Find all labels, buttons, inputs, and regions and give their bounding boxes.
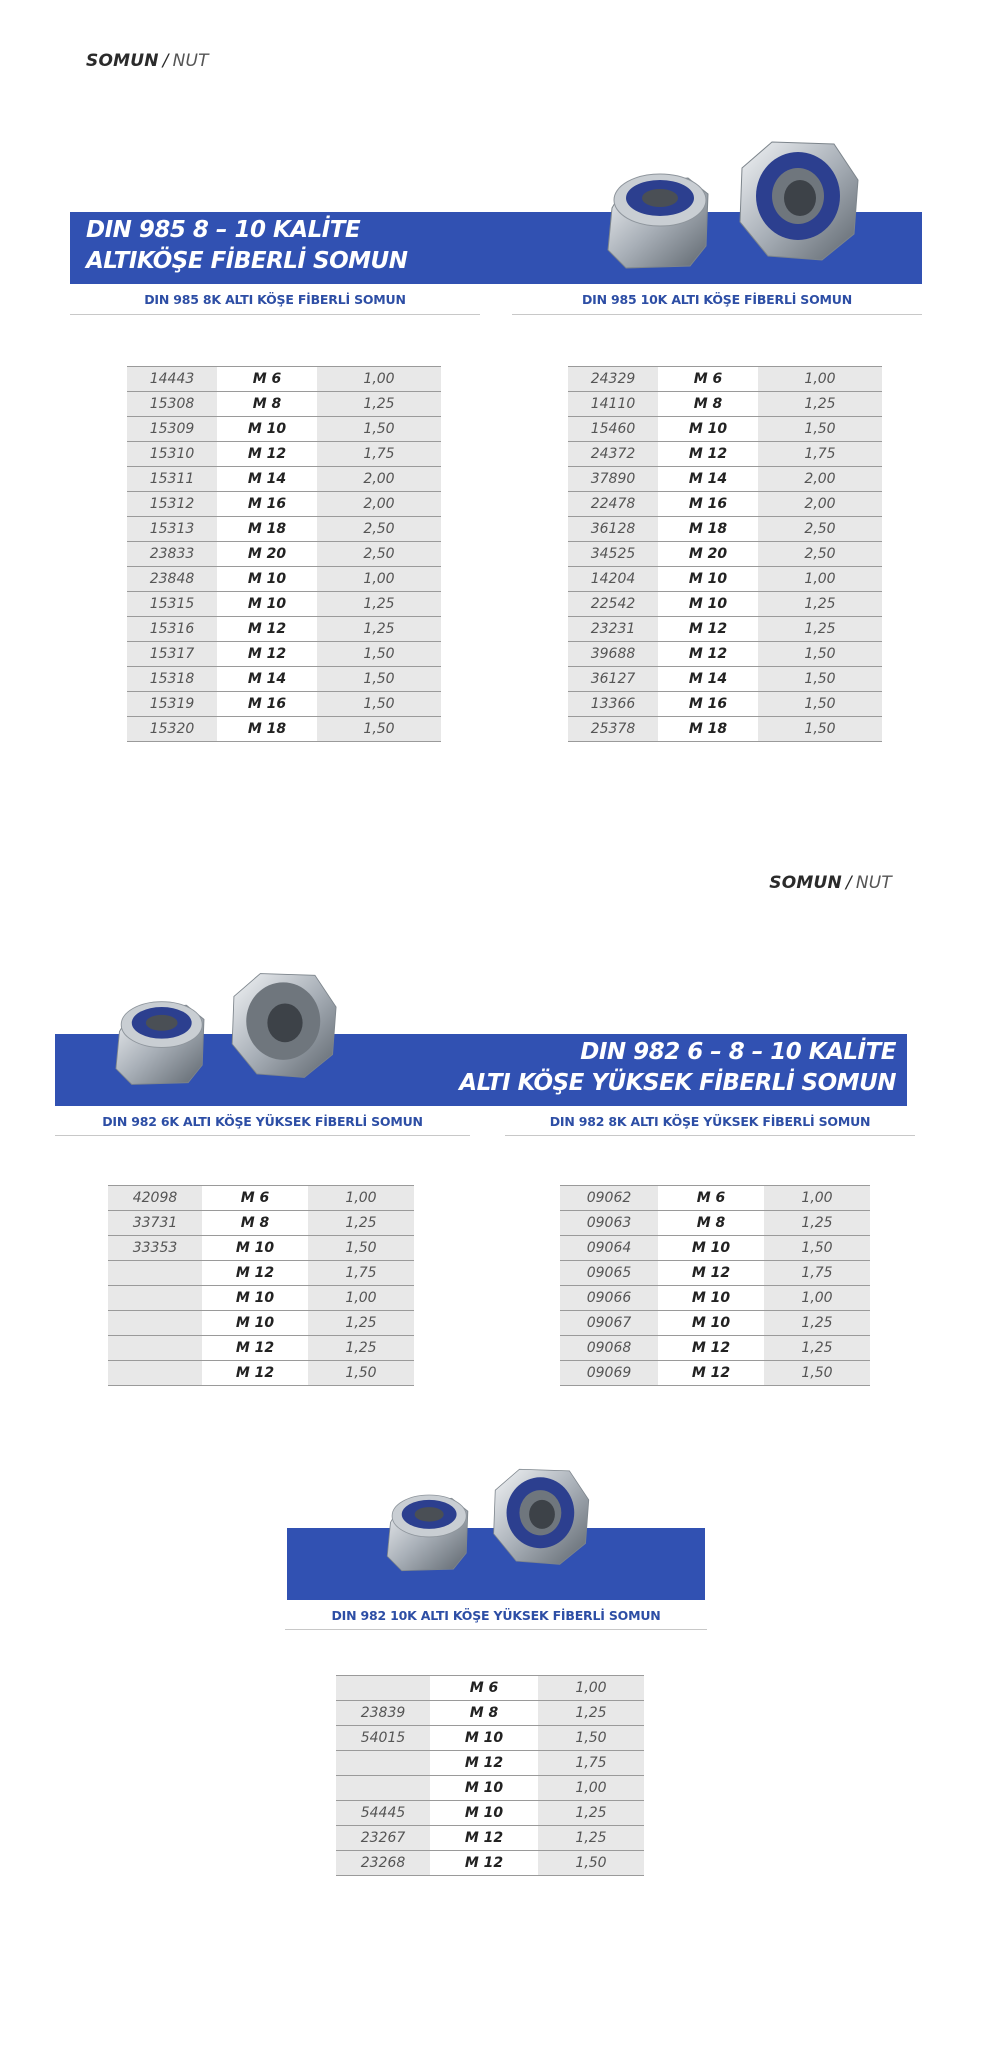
product-code <box>108 1311 202 1336</box>
table-row <box>127 492 441 517</box>
product-code: 09068 <box>560 1336 658 1361</box>
product-code: 15308 <box>127 392 217 417</box>
table-row <box>560 1336 870 1361</box>
thread-size: M 10 <box>658 1286 764 1311</box>
section3-rule <box>285 1629 707 1630</box>
thread-pitch: 2,00 <box>758 492 882 517</box>
thread-size: M 12 <box>202 1336 308 1361</box>
table-row <box>127 717 441 742</box>
product-code: 14110 <box>568 392 658 417</box>
product-code: 25378 <box>568 717 658 742</box>
product-code: 09069 <box>560 1361 658 1386</box>
product-code: 37890 <box>568 467 658 492</box>
product-code: 15309 <box>127 417 217 442</box>
thread-size: M 12 <box>658 1361 764 1386</box>
section1-title-line2: ALTIKÖŞE FİBERLİ SOMUN <box>86 248 408 274</box>
table-row <box>560 1361 870 1386</box>
nut-icon-2 <box>110 970 342 1088</box>
thread-pitch: 1,25 <box>764 1336 870 1361</box>
thread-size: M 8 <box>217 392 317 417</box>
table-row <box>568 692 882 717</box>
product-code: 23833 <box>127 542 217 567</box>
table-row <box>568 567 882 592</box>
thread-pitch: 2,00 <box>317 492 441 517</box>
product-code: 23839 <box>336 1701 430 1726</box>
thread-size: M 14 <box>658 667 758 692</box>
table-row <box>560 1261 870 1286</box>
product-code: 23267 <box>336 1826 430 1851</box>
product-code: 15315 <box>127 592 217 617</box>
product-code: 15460 <box>568 417 658 442</box>
thread-size: M 10 <box>217 567 317 592</box>
section2-title-line2: ALTI KÖŞE YÜKSEK FİBERLİ SOMUN <box>459 1070 896 1096</box>
product-code: 24329 <box>568 367 658 392</box>
product-code: 33731 <box>108 1211 202 1236</box>
product-code: 14443 <box>127 367 217 392</box>
thread-size: M 12 <box>430 1751 538 1776</box>
thread-size: M 10 <box>430 1801 538 1826</box>
thread-size: M 10 <box>202 1286 308 1311</box>
thread-size: M 10 <box>658 567 758 592</box>
table-row <box>127 417 441 442</box>
section1-left-subtitle: DIN 985 8K ALTI KÖŞE FİBERLİ SOMUN <box>144 292 406 307</box>
product-code: 14204 <box>568 567 658 592</box>
section2-title-line1: DIN 982 6 – 8 – 10 KALİTE <box>580 1039 896 1065</box>
thread-size: M 12 <box>658 1336 764 1361</box>
thread-pitch: 1,25 <box>317 392 441 417</box>
thread-pitch: 1,25 <box>758 617 882 642</box>
product-code: 15316 <box>127 617 217 642</box>
nut-icon-3 <box>382 1466 594 1574</box>
thread-size: M 12 <box>430 1826 538 1851</box>
table-row <box>568 417 882 442</box>
section1-left-rule <box>70 314 480 315</box>
thread-size: M 10 <box>658 417 758 442</box>
header-bold: SOMUN <box>86 51 159 71</box>
section3-table <box>336 1675 644 1876</box>
thread-pitch: 1,50 <box>317 642 441 667</box>
product-code: 09063 <box>560 1211 658 1236</box>
table-row <box>560 1236 870 1261</box>
table-row <box>568 717 882 742</box>
thread-size: M 10 <box>658 1311 764 1336</box>
thread-pitch: 1,50 <box>758 642 882 667</box>
table-row <box>336 1826 644 1851</box>
thread-pitch: 1,25 <box>308 1336 414 1361</box>
section1-right-table <box>568 366 882 742</box>
thread-pitch: 1,00 <box>764 1186 870 1211</box>
product-code: 36128 <box>568 517 658 542</box>
thread-pitch: 1,50 <box>308 1236 414 1261</box>
product-code: 34525 <box>568 542 658 567</box>
thread-pitch: 2,50 <box>758 517 882 542</box>
table-row <box>568 392 882 417</box>
product-code <box>336 1751 430 1776</box>
product-code: 33353 <box>108 1236 202 1261</box>
thread-size: M 20 <box>217 542 317 567</box>
thread-pitch: 1,00 <box>764 1286 870 1311</box>
thread-pitch: 1,50 <box>764 1236 870 1261</box>
table-row <box>560 1211 870 1236</box>
section2-right-table <box>560 1185 870 1386</box>
section1-left-table <box>127 366 441 742</box>
thread-pitch: 1,25 <box>317 617 441 642</box>
product-code: 15318 <box>127 667 217 692</box>
product-code: 23231 <box>568 617 658 642</box>
thread-pitch: 1,25 <box>758 392 882 417</box>
thread-pitch: 1,75 <box>758 442 882 467</box>
header-sep: / <box>162 51 169 71</box>
product-code: 15311 <box>127 467 217 492</box>
table-row <box>336 1776 644 1801</box>
thread-pitch: 1,00 <box>758 567 882 592</box>
section1-right-subtitle: DIN 985 10K ALTI KÖŞE FİBERLİ SOMUN <box>582 292 852 307</box>
thread-pitch: 1,50 <box>317 417 441 442</box>
table-row <box>568 442 882 467</box>
thread-size: M 12 <box>430 1851 538 1876</box>
thread-size: M 18 <box>217 717 317 742</box>
table-row <box>568 517 882 542</box>
thread-size: M 16 <box>217 492 317 517</box>
page-header-2 <box>769 873 892 893</box>
thread-pitch: 1,50 <box>758 417 882 442</box>
thread-size: M 18 <box>217 517 317 542</box>
thread-size: M 16 <box>217 692 317 717</box>
table-row <box>568 542 882 567</box>
section1-right-rule <box>512 314 922 315</box>
section1-title <box>86 215 407 277</box>
thread-size: M 12 <box>202 1261 308 1286</box>
section2-left-subtitle: DIN 982 6K ALTI KÖŞE YÜKSEK FİBERLİ SOMUN <box>102 1114 423 1129</box>
thread-size: M 10 <box>430 1776 538 1801</box>
nut-icon <box>602 138 864 272</box>
thread-size: M 10 <box>217 592 317 617</box>
product-code: 09065 <box>560 1261 658 1286</box>
section2-title <box>459 1037 896 1099</box>
table-row <box>127 467 441 492</box>
thread-pitch: 2,00 <box>317 467 441 492</box>
table-row <box>108 1311 414 1336</box>
thread-pitch: 1,50 <box>538 1726 644 1751</box>
product-code <box>108 1361 202 1386</box>
product-code: 15313 <box>127 517 217 542</box>
header2-bold: SOMUN <box>769 873 842 893</box>
table-row <box>568 492 882 517</box>
section3-subtitle: DIN 982 10K ALTI KÖŞE YÜKSEK FİBERLİ SOMUN <box>331 1608 661 1623</box>
table-row <box>336 1676 644 1701</box>
thread-pitch: 1,00 <box>538 1676 644 1701</box>
thread-pitch: 1,50 <box>317 717 441 742</box>
thread-pitch: 1,50 <box>758 692 882 717</box>
thread-pitch: 1,00 <box>758 367 882 392</box>
table-row <box>568 592 882 617</box>
table-row <box>568 667 882 692</box>
product-code <box>108 1286 202 1311</box>
thread-size: M 6 <box>658 367 758 392</box>
thread-pitch: 1,25 <box>764 1211 870 1236</box>
table-row <box>568 642 882 667</box>
table-row <box>127 392 441 417</box>
thread-pitch: 1,50 <box>317 692 441 717</box>
product-code: 36127 <box>568 667 658 692</box>
section2-left-rule <box>55 1135 470 1136</box>
thread-pitch: 1,50 <box>538 1851 644 1876</box>
thread-pitch: 2,50 <box>317 517 441 542</box>
table-row <box>108 1261 414 1286</box>
thread-size: M 6 <box>217 367 317 392</box>
thread-size: M 16 <box>658 692 758 717</box>
table-row <box>127 642 441 667</box>
thread-pitch: 1,25 <box>538 1826 644 1851</box>
product-code: 15320 <box>127 717 217 742</box>
thread-pitch: 1,75 <box>308 1261 414 1286</box>
thread-pitch: 2,50 <box>317 542 441 567</box>
thread-size: M 6 <box>658 1186 764 1211</box>
product-code: 15312 <box>127 492 217 517</box>
product-code <box>336 1776 430 1801</box>
thread-pitch: 2,00 <box>758 467 882 492</box>
table-row <box>568 467 882 492</box>
thread-pitch: 1,25 <box>308 1211 414 1236</box>
thread-size: M 12 <box>217 442 317 467</box>
thread-size: M 8 <box>202 1211 308 1236</box>
thread-pitch: 1,00 <box>538 1776 644 1801</box>
table-row <box>108 1236 414 1261</box>
product-code: 09062 <box>560 1186 658 1211</box>
header2-sep: / <box>845 873 852 893</box>
thread-pitch: 1,25 <box>758 592 882 617</box>
header-light: NUT <box>172 51 209 71</box>
product-code: 54445 <box>336 1801 430 1826</box>
table-row <box>336 1726 644 1751</box>
product-code: 15319 <box>127 692 217 717</box>
table-row <box>127 592 441 617</box>
product-code: 23268 <box>336 1851 430 1876</box>
thread-size: M 14 <box>658 467 758 492</box>
section2-right-rule <box>505 1135 915 1136</box>
product-code: 54015 <box>336 1726 430 1751</box>
table-row <box>127 567 441 592</box>
thread-size: M 16 <box>658 492 758 517</box>
thread-pitch: 1,00 <box>317 367 441 392</box>
thread-size: M 12 <box>217 617 317 642</box>
section2-left-table <box>108 1185 414 1386</box>
product-code: 24372 <box>568 442 658 467</box>
table-row <box>108 1286 414 1311</box>
table-row <box>127 617 441 642</box>
thread-size: M 12 <box>202 1361 308 1386</box>
table-row <box>127 542 441 567</box>
thread-size: M 18 <box>658 717 758 742</box>
table-row <box>127 692 441 717</box>
thread-size: M 20 <box>658 542 758 567</box>
table-row <box>336 1701 644 1726</box>
thread-pitch: 1,75 <box>317 442 441 467</box>
thread-size: M 10 <box>658 592 758 617</box>
thread-size: M 12 <box>217 642 317 667</box>
table-row <box>127 442 441 467</box>
table-row <box>127 667 441 692</box>
thread-size: M 6 <box>430 1676 538 1701</box>
header2-light: NUT <box>855 873 892 893</box>
thread-pitch: 1,25 <box>538 1701 644 1726</box>
thread-size: M 12 <box>658 617 758 642</box>
thread-size: M 12 <box>658 1261 764 1286</box>
product-code: 39688 <box>568 642 658 667</box>
thread-size: M 10 <box>658 1236 764 1261</box>
section1-title-line1: DIN 985 8 – 10 KALİTE <box>86 217 361 243</box>
thread-pitch: 2,50 <box>758 542 882 567</box>
thread-size: M 14 <box>217 667 317 692</box>
table-row <box>336 1851 644 1876</box>
table-row <box>108 1361 414 1386</box>
table-row <box>336 1751 644 1776</box>
thread-size: M 18 <box>658 517 758 542</box>
thread-size: M 10 <box>217 417 317 442</box>
product-code: 42098 <box>108 1186 202 1211</box>
product-code: 09067 <box>560 1311 658 1336</box>
table-row <box>127 517 441 542</box>
thread-pitch: 1,25 <box>317 592 441 617</box>
thread-size: M 10 <box>202 1311 308 1336</box>
product-code <box>336 1676 430 1701</box>
thread-pitch: 1,00 <box>308 1186 414 1211</box>
thread-size: M 8 <box>430 1701 538 1726</box>
thread-pitch: 1,00 <box>308 1286 414 1311</box>
thread-pitch: 1,50 <box>308 1361 414 1386</box>
table-row <box>560 1311 870 1336</box>
product-code: 15317 <box>127 642 217 667</box>
product-code <box>108 1261 202 1286</box>
thread-pitch: 1,00 <box>317 567 441 592</box>
thread-pitch: 1,75 <box>764 1261 870 1286</box>
product-code: 23848 <box>127 567 217 592</box>
product-code: 15310 <box>127 442 217 467</box>
section2-right-subtitle: DIN 982 8K ALTI KÖŞE YÜKSEK FİBERLİ SOMUN <box>549 1114 871 1129</box>
product-code: 09066 <box>560 1286 658 1311</box>
table-row <box>568 617 882 642</box>
product-code <box>108 1336 202 1361</box>
thread-pitch: 1,50 <box>758 717 882 742</box>
thread-pitch: 1,50 <box>764 1361 870 1386</box>
table-row <box>336 1801 644 1826</box>
thread-size: M 8 <box>658 1211 764 1236</box>
table-row <box>568 367 882 392</box>
thread-size: M 6 <box>202 1186 308 1211</box>
thread-size: M 10 <box>202 1236 308 1261</box>
product-code: 22478 <box>568 492 658 517</box>
table-row <box>108 1336 414 1361</box>
thread-pitch: 1,25 <box>764 1311 870 1336</box>
table-row <box>108 1211 414 1236</box>
thread-pitch: 1,50 <box>317 667 441 692</box>
table-row <box>560 1186 870 1211</box>
thread-size: M 12 <box>658 642 758 667</box>
table-row <box>127 367 441 392</box>
table-row <box>560 1286 870 1311</box>
thread-size: M 12 <box>658 442 758 467</box>
thread-size: M 8 <box>658 392 758 417</box>
product-code: 09064 <box>560 1236 658 1261</box>
product-code: 22542 <box>568 592 658 617</box>
product-code: 13366 <box>568 692 658 717</box>
table-row <box>108 1186 414 1211</box>
thread-pitch: 1,25 <box>538 1801 644 1826</box>
thread-size: M 10 <box>430 1726 538 1751</box>
thread-pitch: 1,75 <box>538 1751 644 1776</box>
page-header <box>86 51 209 71</box>
thread-pitch: 1,25 <box>308 1311 414 1336</box>
thread-size: M 14 <box>217 467 317 492</box>
thread-pitch: 1,50 <box>758 667 882 692</box>
